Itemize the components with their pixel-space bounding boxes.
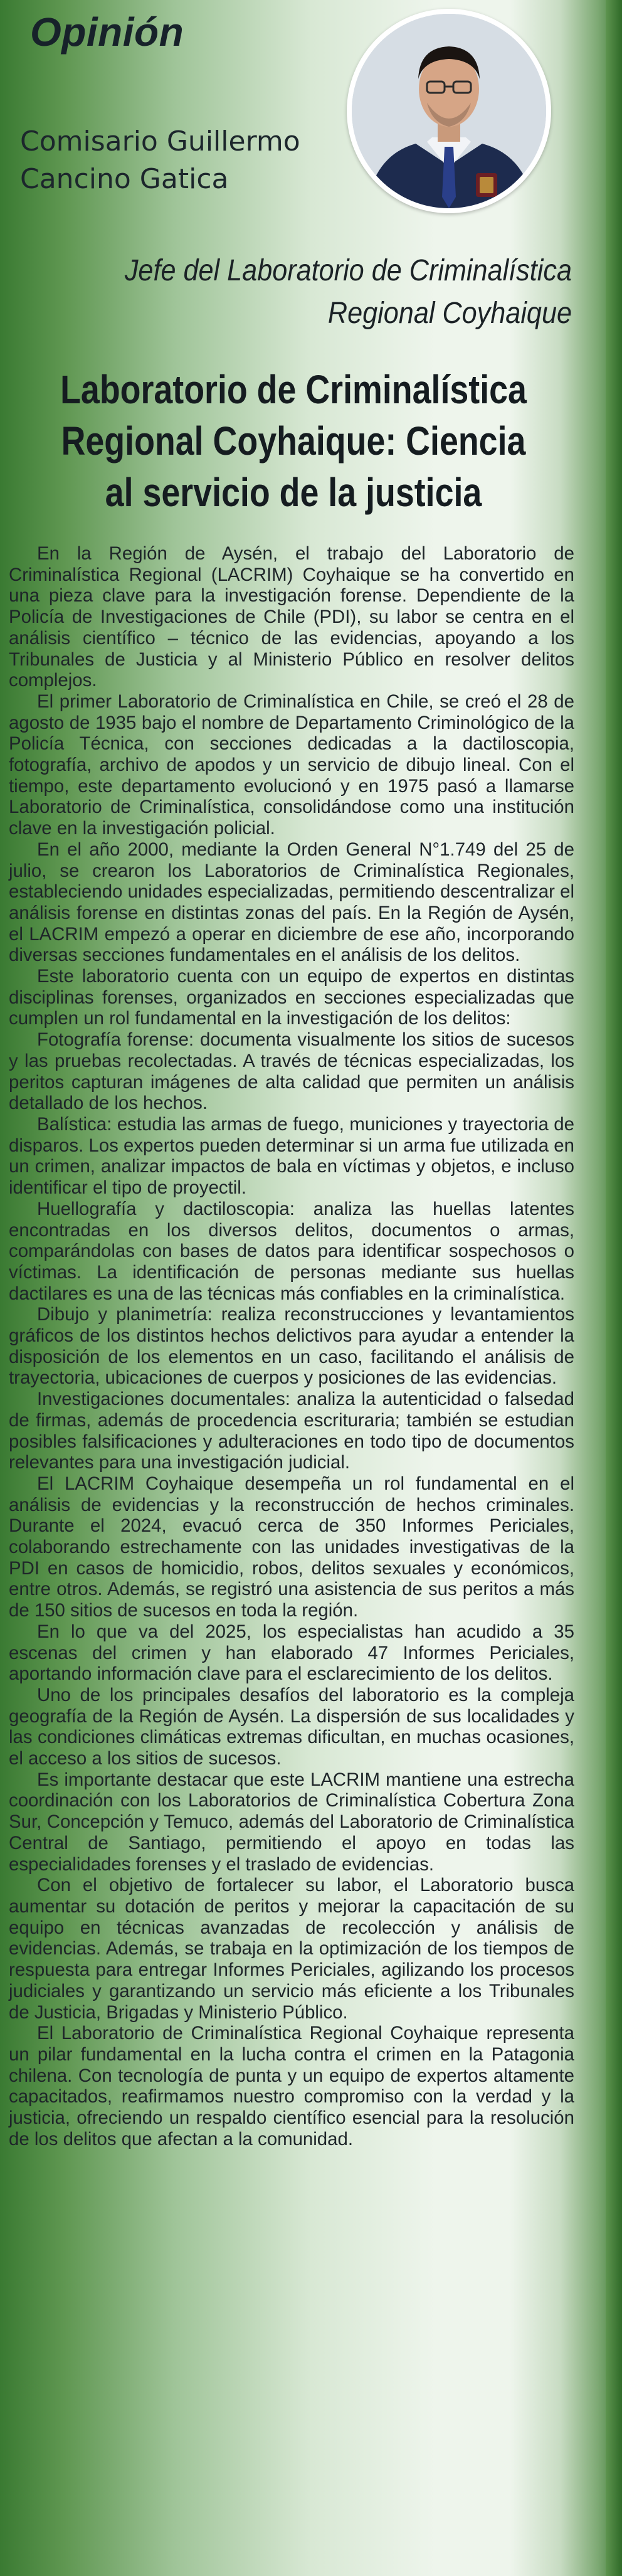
- body-paragraph: Uno de los principales desafíos del laboratorio es la compleja geografía de la Región de Aysén. La dispersión de sus localidades y las condiciones climáticas extremas dificultan, en muchas ocasiones, el acceso a los sitios de sucesos.: [9, 1684, 574, 1769]
- body-paragraph: Este laboratorio cuenta con un equipo de expertos en distintas disciplinas forenses, organizados en secciones especializadas que cumplen un rol fundamental en la investigación de los delitos:: [9, 966, 574, 1029]
- body-paragraph: En el año 2000, mediante la Orden General N°1.749 del 25 de julio, se crearon los Laboratorios de Criminalística Regionales, estableciendo unidades especializadas, permitiendo descentralizar el análisis forense en distintas zonas del país. En la Región de Aysén, el LACRIM empezó a operar en diciembre de ese año, incorporando diversas secciones fundamentales en el análisis de los delitos.: [9, 839, 574, 966]
- body-paragraph: Dibujo y planimetría: realiza reconstrucciones y levantamientos gráficos de los distintos hechos delictivos para ayudar a entender la disposición de los elementos en un caso, facilitando el análisis de trayectoria, ubicaciones de cuerpos y posiciones de las evidencias.: [9, 1304, 574, 1389]
- body-paragraph: Investigaciones documentales: analiza la autenticidad o falsedad de firmas, además de procedencia escrituraria; también se estudian posibles falsificaciones y adulteraciones en todo tipo de documentos relevantes para una investigación judicial.: [9, 1389, 574, 1473]
- headline-line: al servicio de la justicia: [105, 470, 482, 515]
- headline-line: Regional Coyhaique: Ciencia: [61, 418, 526, 464]
- article-headline: [56, 364, 530, 518]
- decorative-side-strip: [606, 0, 622, 2576]
- body-paragraph: Fotografía forense: documenta visualmente los sitios de sucesos y las pruebas recolectadas. A través de técnicas especializadas, los peritos capturan imágenes de alta calidad que permiten un análisis detallado de los hechos.: [9, 1029, 574, 1114]
- author-role-line: Jefe del Laboratorio de Criminalística: [124, 254, 572, 287]
- author-role-line: Regional Coyhaique: [327, 297, 572, 330]
- body-paragraph: En la Región de Aysén, el trabajo del Laboratorio de Criminalística Regional (LACRIM) Coyhaique se ha convertido en una pieza clave para la investigación forense. Dependiente de la Policía de Investigaciones de Chile (PDI), su labor se centra en el análisis científico – técnico de las evidencias, apoyando a los Tribunales de Justicia y al Ministerio Público en resolver delitos complejos.: [9, 543, 574, 691]
- section-label: Opinión: [30, 9, 184, 55]
- author-name: [20, 123, 346, 198]
- body-paragraph: Es importante destacar que este LACRIM mantiene una estrecha coordinación con los Laboratorios de Criminalística Cobertura Zona Sur, Concepción y Temuco, además del Laboratorio de Criminalística Central de Santiago, permitiendo el apoyo en todas las especialidades forenses y el traslado de evidencias.: [9, 1769, 574, 1875]
- author-portrait: [347, 9, 551, 213]
- body-paragraph: El Laboratorio de Criminalística Regional Coyhaique representa un pilar fundamental en la lucha contra el crimen en la Patagonia chilena. Con tecnología de punta y un equipo de expertos altamente capacitados, reafirmamos nuestro compromiso con la verdad y la justicia, ofreciendo un respaldo científico esencial para la resolución de los delitos que afectan a la comunidad.: [9, 2023, 574, 2149]
- headline-line: Laboratorio de Criminalística: [60, 367, 527, 412]
- body-paragraph: El LACRIM Coyhaique desempeña un rol fundamental en el análisis de evidencias y la reconstrucción de hechos criminales. Durante el 2024, evacuó cerca de 350 Informes Periciales, colaborando estrechamente con las unidades investigativas de la PDI en casos de homicidio, robos, delitos sexuales y económicos, entre otros. Además, se registró una asistencia de sus peritos a más de 150 sitios de sucesos en toda la región.: [9, 1473, 574, 1621]
- author-name-line: Comisario Guillermo: [20, 125, 300, 157]
- body-paragraph: Huellografía y dactiloscopia: analiza las huellas latentes encontradas en los diversos delitos, documentos o armas, comparándolas con bases de datos para identificar sospechosos o víctimas. La identificación de personas mediante sus huellas dactilares es una de las técnicas más confiables en la criminalística.: [9, 1198, 574, 1304]
- body-paragraph: Balística: estudia las armas de fuego, municiones y trayectoria de disparos. Los expertos pueden determinar si un arma fue utilizada en un crimen, analizar impactos de bala en víctimas y objetos, e incluso identificar el tipo de proyectil.: [9, 1113, 574, 1199]
- body-paragraph: En lo que va del 2025, los especialistas han acudido a 35 escenas del crimen y han elaborado 47 Informes Periciales, aportando información clave para el esclarecimiento de los delitos.: [9, 1621, 574, 1685]
- author-role: [109, 250, 572, 335]
- body-paragraph: El primer Laboratorio de Criminalística en Chile, se creó el 28 de agosto de 1935 bajo el nombre de Departamento Criminológico de la Policía Técnica, con secciones dedicadas a la dactiloscopia, fotografía, archivo de apodos y un servicio de dibujo lineal. Con el tiempo, este departamento evolucionó y en 1975 pasó a llamarse Laboratorio de Criminalística, consolidándose como una institución clave en la investigación policial.: [9, 691, 574, 839]
- body-paragraph: Con el objetivo de fortalecer su labor, el Laboratorio busca aumentar su dotación de peritos y mejorar la capacitación de su equipo en técnicas avanzadas de recolección y análisis de evidencias. Además, se trabaja en la optimización de los tiempos de respuesta para entregar Informes Periciales, agilizando los procesos judiciales y garantizando un servicio más eficiente a los Tribunales de Justicia, Brigadas y Ministerio Público.: [9, 1875, 574, 2023]
- article-body: [9, 543, 574, 2149]
- author-name-line: Cancino Gatica: [20, 163, 229, 195]
